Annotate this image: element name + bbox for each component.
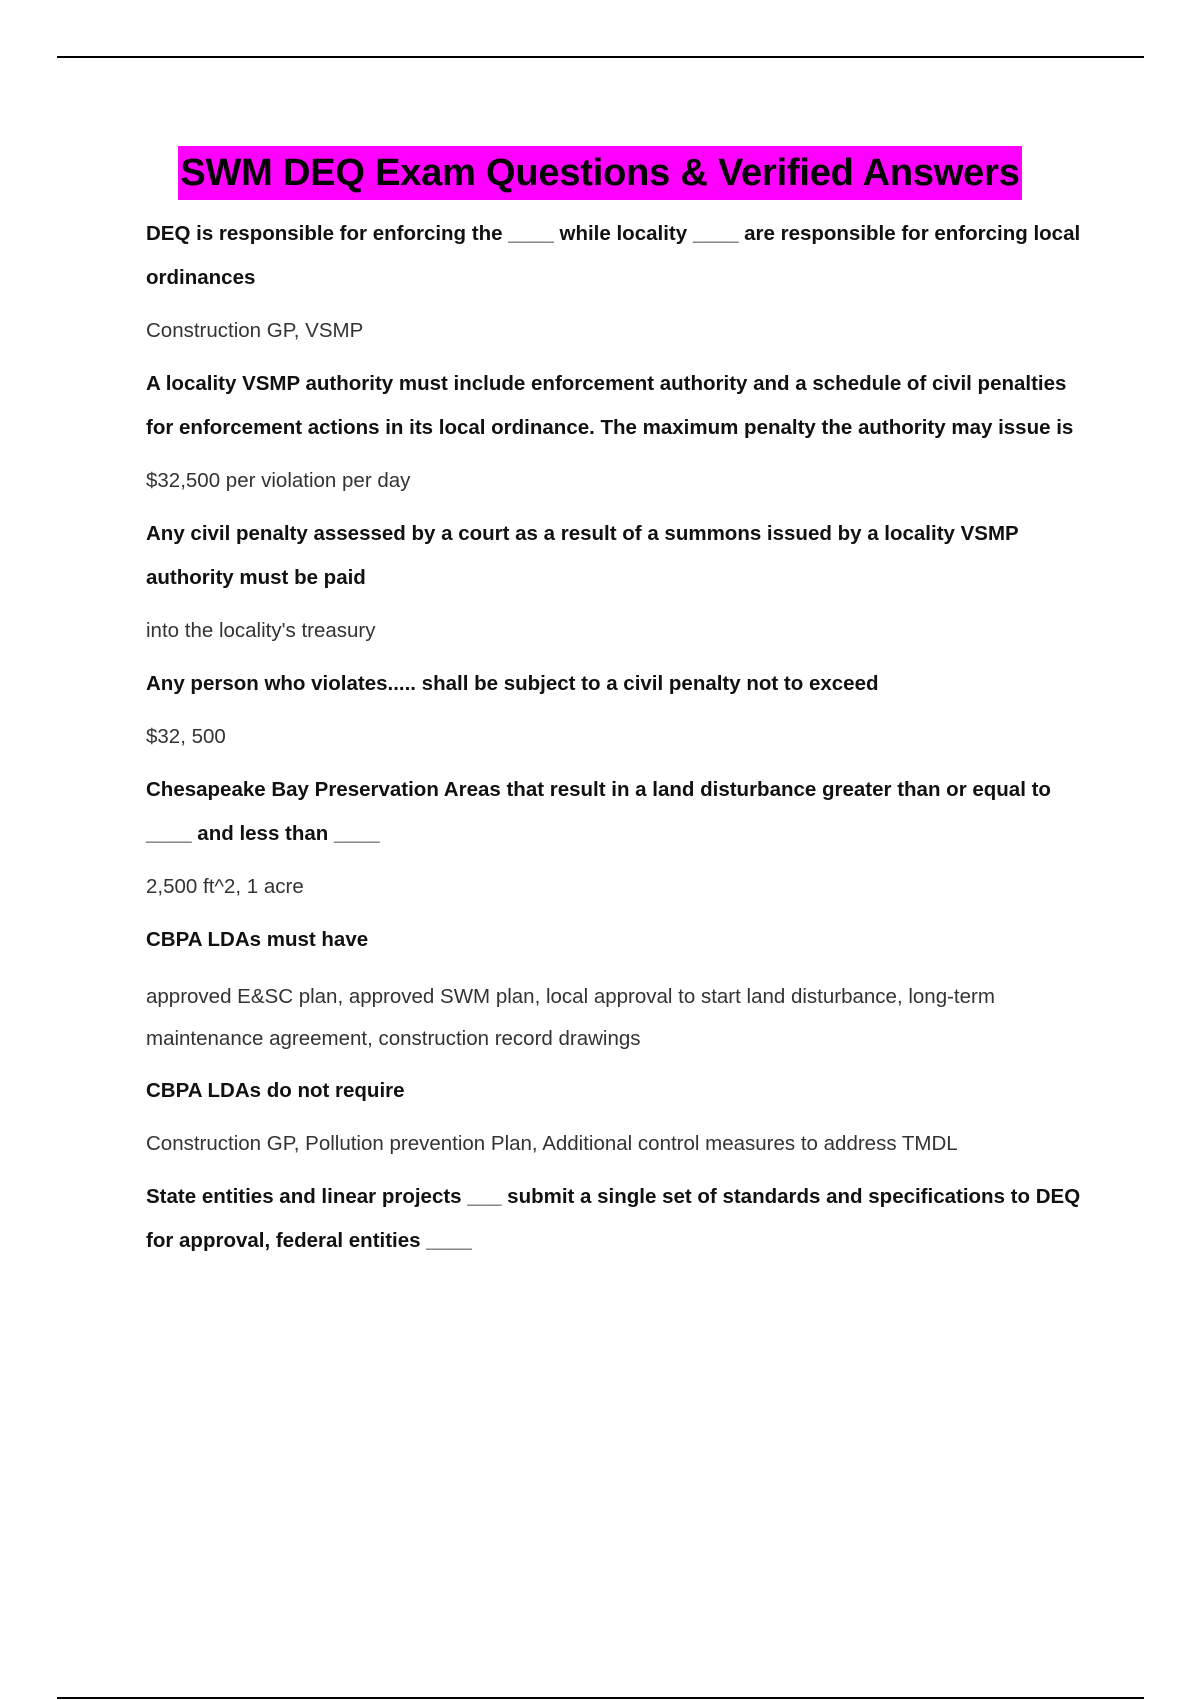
qa-item	[146, 1069, 1086, 1166]
answer-text: 2,500 ft^2, 1 acre	[146, 875, 304, 898]
question-text: CBPA LDAs must have	[146, 928, 369, 951]
question-text: State entities and linear projects ___ submit a single set of standards and specifications to DEQ for approval, federal entities ____	[146, 1185, 1081, 1252]
header-rule	[57, 56, 1144, 58]
qa-item	[146, 768, 1086, 909]
question-text: DEQ is responsible for enforcing the ____ while locality ____ are responsible for enforcing local ordinances	[146, 222, 1081, 289]
qa-item	[146, 362, 1086, 503]
answer-text: into the locality's treasury	[146, 619, 376, 642]
qa-item	[146, 662, 1086, 759]
question-text: Any civil penalty assessed by a court as a result of a summons issued by a locality VSMP authority must be paid	[146, 522, 1019, 589]
title-container	[0, 146, 1200, 200]
qa-item	[146, 918, 1086, 1060]
qa-item	[146, 212, 1086, 353]
qa-item	[146, 1175, 1086, 1263]
question-text: Chesapeake Bay Preservation Areas that result in a land disturbance greater than or equal to ____ and less than ____	[146, 778, 1051, 845]
footer-rule	[57, 1697, 1144, 1699]
qa-list	[146, 212, 1086, 1263]
answer-text: $32,500 per violation per day	[146, 469, 411, 492]
answer-text: $32, 500	[146, 725, 226, 748]
answer-text: Construction GP, Pollution prevention Plan, Additional control measures to address TMDL	[146, 1132, 958, 1155]
question-text: A locality VSMP authority must include enforcement authority and a schedule of civil penalties for enforcement actions in its local ordinance. The maximum penalty the authority may issue is	[146, 372, 1074, 439]
question-text: CBPA LDAs do not require	[146, 1079, 405, 1102]
answer-text: approved E&SC plan, approved SWM plan, local approval to start land disturbance, long-term maintenance agreement, construction record drawings	[146, 985, 995, 1050]
qa-item	[146, 512, 1086, 653]
question-text: Any person who violates..... shall be subject to a civil penalty not to exceed	[146, 672, 879, 695]
document-title: SWM DEQ Exam Questions & Verified Answers	[178, 146, 1021, 200]
answer-text: Construction GP, VSMP	[146, 319, 364, 342]
